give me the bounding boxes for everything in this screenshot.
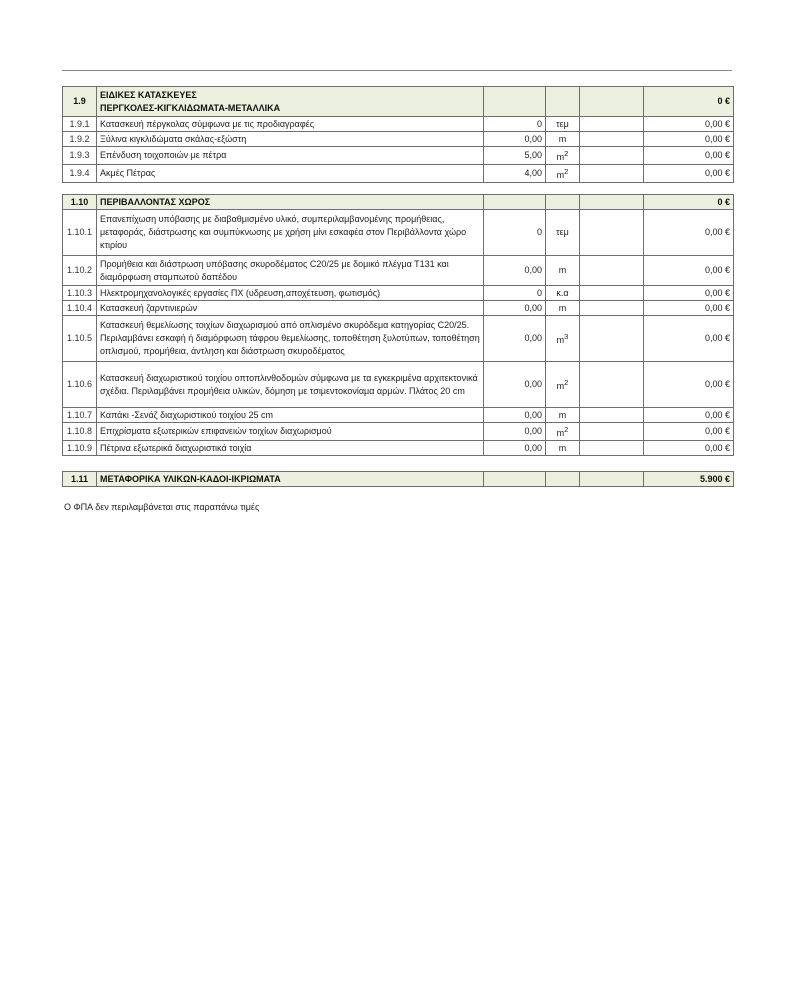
unit-text: τεμ [556, 118, 569, 129]
item-unit [546, 210, 580, 256]
item-description: Κατασκευή πέργκολας σύμφωνα με τις προδιαγραφές [97, 117, 484, 132]
item-unit [546, 316, 580, 362]
unit-exponent: 3 [564, 332, 569, 341]
table-row [63, 301, 734, 316]
item-description: Κατασκευή διαχωριστικού τοιχίου οπτοπλινθοδομών σύμφωνα με τα εγκεκριμένα αρχιτεκτονικά σχέδια. Περιλαμβάνει προμήθεια υλικών, δόμηση με τσιμεντοκονίαμα αρμών. Πλάτος 20 cm [97, 362, 484, 408]
section-table-1-11 [62, 471, 734, 487]
item-price [580, 301, 644, 316]
item-price [580, 362, 644, 408]
item-code: 1.10.8 [63, 423, 97, 441]
item-total: 0,00 € [644, 441, 734, 456]
item-total: 0,00 € [644, 256, 734, 286]
item-unit [546, 441, 580, 456]
item-description: Επιχρίσματα εξωτερικών επιφανειών τοιχίων διαχωρισμού [97, 423, 484, 441]
item-code: 1.9.1 [63, 117, 97, 132]
price-cell [580, 472, 644, 487]
item-quantity: 0 [484, 210, 546, 256]
item-total: 0,00 € [644, 117, 734, 132]
item-total: 0,00 € [644, 210, 734, 256]
table-row [63, 362, 734, 408]
item-total: 0,00 € [644, 132, 734, 147]
item-description: Ακμές Πέτρας [97, 165, 484, 183]
section-code: 1.10 [63, 195, 97, 210]
item-quantity: 5,00 [484, 147, 546, 165]
item-description: Επανεπίχωση υπόβασης με διαβαθμισμένο υλικό, συμπεριλαμβανομένης προμήθειας, μεταφοράς, διάστρωσης και συμπύκνωσης με χρήση μίνι εσκαφέα στον Περιβάλλοντα χώρο κτιρίου [97, 210, 484, 256]
item-unit [546, 362, 580, 408]
item-code: 1.10.5 [63, 316, 97, 362]
unit-text: m [556, 152, 565, 162]
unit-exponent: 2 [564, 167, 569, 176]
table-row [63, 132, 734, 147]
item-quantity: 0,00 [484, 301, 546, 316]
item-total: 0,00 € [644, 316, 734, 362]
item-code: 1.10.3 [63, 286, 97, 301]
table-row [63, 408, 734, 423]
item-price [580, 210, 644, 256]
unit-exponent: 2 [564, 378, 569, 387]
unit-text: τεμ [556, 227, 569, 237]
section-header-row [63, 472, 734, 487]
unit-text: m [556, 335, 565, 345]
section-header-row [63, 195, 734, 210]
table-row [63, 147, 734, 165]
item-code: 1.10.6 [63, 362, 97, 408]
item-price [580, 408, 644, 423]
section-table-1-9 [62, 86, 734, 183]
qty-cell [484, 472, 546, 487]
item-unit [546, 132, 580, 147]
unit-text: κ.α [556, 287, 569, 298]
item-description: Επένδυση τοιχοποιών με πέτρα [97, 147, 484, 165]
item-quantity: 0 [484, 286, 546, 301]
unit-text: m [558, 442, 567, 453]
qty-cell [484, 87, 546, 117]
section-code: 1.11 [63, 472, 97, 487]
item-total: 0,00 € [644, 301, 734, 316]
item-price [580, 441, 644, 456]
item-unit [546, 256, 580, 286]
item-code: 1.9.3 [63, 147, 97, 165]
item-quantity: 0,00 [484, 408, 546, 423]
unit-cell [546, 195, 580, 210]
table-row [63, 441, 734, 456]
item-price [580, 316, 644, 362]
unit-text: m [558, 302, 567, 313]
item-price [580, 286, 644, 301]
unit-cell [546, 87, 580, 117]
unit-text: m [558, 409, 567, 420]
item-code: 1.10.7 [63, 408, 97, 423]
unit-text: m [556, 170, 565, 180]
item-description: Προμήθεια και διάστρωση υπόβασης σκυροδέματος C20/25 με δομικό πλέγμα Τ131 και διαμόρφωση σταμπωτού δαπέδου [97, 256, 484, 286]
item-price [580, 117, 644, 132]
item-code: 1.10.9 [63, 441, 97, 456]
item-quantity: 0,00 [484, 362, 546, 408]
item-price [580, 165, 644, 183]
qty-cell [484, 195, 546, 210]
table-row [63, 256, 734, 286]
section-title [97, 87, 484, 117]
item-quantity: 4,00 [484, 165, 546, 183]
item-price [580, 423, 644, 441]
item-code: 1.10.2 [63, 256, 97, 286]
vat-footnote: Ο ΦΠΑ δεν περιλαμβάνεται στις παραπάνω τιμές [64, 502, 260, 512]
section-title-line: ΠΕΡΓΚΟΛΕΣ-ΚΙΓΚΛΙΔΩΜΑΤΑ-ΜΕΤΑΛΛΙΚΑ [100, 102, 281, 113]
unit-text: m [556, 381, 565, 391]
table-row [63, 423, 734, 441]
item-total: 0,00 € [644, 286, 734, 301]
item-unit [546, 423, 580, 441]
item-description: Ηλεκτρομηχανολογικές εργασίες ΠΧ (υδρευση,αποχέτευση, φωτισμός) [97, 286, 484, 301]
item-unit [546, 301, 580, 316]
page-header-rule [62, 70, 732, 71]
item-quantity: 0,00 [484, 441, 546, 456]
section-header-row [63, 87, 734, 117]
item-total: 0,00 € [644, 165, 734, 183]
item-description: Καπάκι -Σενάζ διαχωριστικού τοιχίου 25 cm [97, 408, 484, 423]
item-description: Κατασκευή ζαρντινιερών [97, 301, 484, 316]
item-total: 0,00 € [644, 147, 734, 165]
item-quantity: 0,00 [484, 316, 546, 362]
item-code: 1.10.1 [63, 210, 97, 256]
unit-cell [546, 472, 580, 487]
price-cell [580, 195, 644, 210]
item-total: 0,00 € [644, 423, 734, 441]
item-code: 1.9.4 [63, 165, 97, 183]
item-unit [546, 286, 580, 301]
section-title-line: ΕΙΔΙΚΕΣ ΚΑΤΑΣΚΕΥΕΣ [100, 89, 197, 100]
item-quantity: 0,00 [484, 423, 546, 441]
item-quantity: 0 [484, 117, 546, 132]
price-cell [580, 87, 644, 117]
section-title: ΠΕΡΙΒΑΛΛΟΝΤΑΣ ΧΩΡΟΣ [97, 195, 484, 210]
item-total: 0,00 € [644, 408, 734, 423]
item-price [580, 147, 644, 165]
section-title: ΜΕΤΑΦΟΡΙΚΑ ΥΛΙΚΩΝ-ΚΑΔΟΙ-ΙΚΡΙΩΜΑΤΑ [97, 472, 484, 487]
section-total: 0 € [644, 87, 734, 117]
table-row [63, 210, 734, 256]
unit-text: m [556, 428, 565, 438]
table-row [63, 286, 734, 301]
table-row [63, 165, 734, 183]
unit-exponent: 2 [564, 425, 569, 434]
item-description: Ξύλινα κιγκλιδώματα σκάλας-εξώστη [97, 132, 484, 147]
item-unit [546, 408, 580, 423]
section-code: 1.9 [63, 87, 97, 117]
item-description: Κατασκευή θεμελίωσης τοιχίων διαχωρισμού από οπλισμένο σκυρόδεμα κατηγορίας C20/25. Περιλαμβάνει εσκαφή ή διαμόρφωση τάφρου θεμελίωσης, τοποθέτηση ξυλοτύπων, τοποθέτηση οπλισμού, προμήθεια, άντληση και διάστρωση σκυροδέματος [97, 316, 484, 362]
unit-exponent: 2 [564, 149, 569, 158]
section-total: 5.900 € [644, 472, 734, 487]
item-unit [546, 147, 580, 165]
item-unit [546, 117, 580, 132]
item-price [580, 256, 644, 286]
table-row [63, 117, 734, 132]
item-unit [546, 165, 580, 183]
table-row [63, 316, 734, 362]
item-code: 1.9.2 [63, 132, 97, 147]
section-table-1-10 [62, 194, 734, 456]
item-total: 0,00 € [644, 362, 734, 408]
unit-text: m [558, 265, 567, 275]
item-description: Πέτρινα εξωτερικά διαχωριστικά τοιχία [97, 441, 484, 456]
item-code: 1.10.4 [63, 301, 97, 316]
item-quantity: 0,00 [484, 256, 546, 286]
item-price [580, 132, 644, 147]
unit-text: m [558, 133, 567, 144]
section-total: 0 € [644, 195, 734, 210]
item-quantity: 0,00 [484, 132, 546, 147]
